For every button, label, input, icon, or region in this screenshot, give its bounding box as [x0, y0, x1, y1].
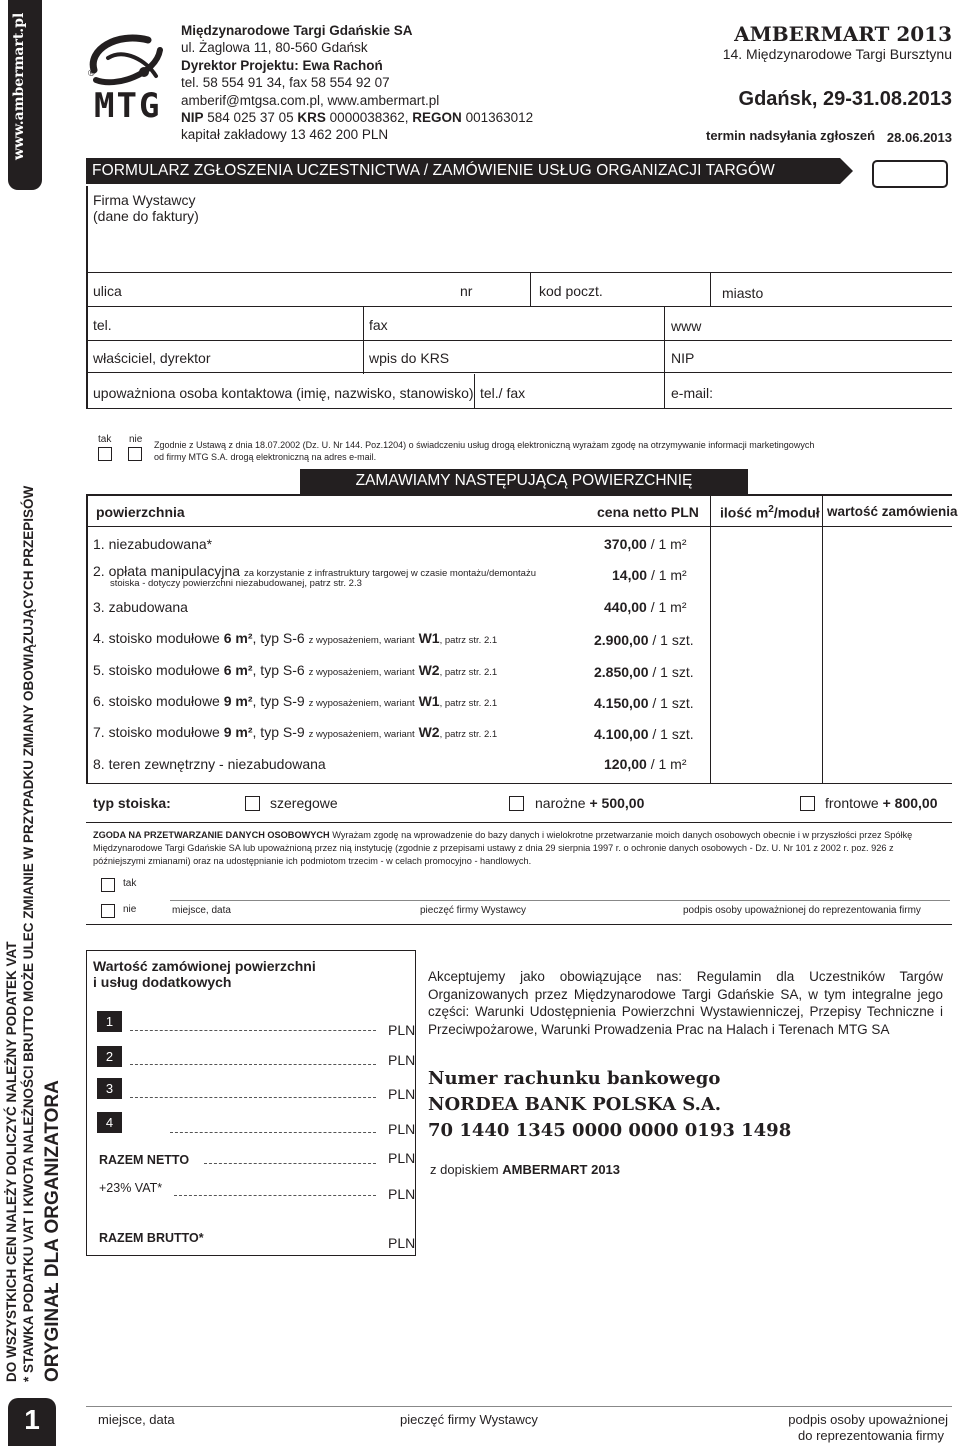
- number-field[interactable]: nr: [460, 283, 473, 299]
- contact-person-field[interactable]: upoważniona osoba kontaktowa (imię, nazwisko, stanowisko): [93, 385, 474, 401]
- gdpr-top-line: [86, 822, 952, 823]
- krs-field[interactable]: wpis do KRS: [369, 350, 450, 366]
- stand-corner-label: narożne + 500,00: [535, 795, 645, 811]
- gdpr-yes-label: tak: [123, 878, 137, 889]
- grid-line: [86, 306, 952, 307]
- table-col-line: [822, 494, 823, 784]
- terms-text: Akceptujemy jako obowiązujące nas: Regulamin dla Uczestników Targów Organizowanych przez Międzynarodowe Targi Gdańskie SA, w tym integralne jego części: Warunki Udostępnienia Powierzchni Wystawienniczej, Przepisy Techniczne i Przeciwpożarowe, Warunki Prowadzenia Prac na Halach i Terenach MTG SA: [428, 969, 943, 1037]
- summary-row-4-currency: PLN: [388, 1121, 416, 1137]
- company-label-2: (dane do faktury): [93, 208, 199, 224]
- summary-row-4-line[interactable]: [170, 1132, 376, 1133]
- bank-name: NORDEA BANK POLSKA S.A.: [428, 1094, 722, 1115]
- col-price-header: cena netto PLN: [597, 504, 699, 520]
- footer-stamp: pieczęć firmy Wystawcy: [400, 1412, 538, 1427]
- summary-row-3-number: 3: [97, 1078, 122, 1099]
- space-price-2: 14,00 / 1 m²: [612, 567, 687, 583]
- deadline-date: 28.06.2013: [886, 130, 952, 145]
- bank-label: Numer rachunku bankowego: [428, 1068, 721, 1089]
- grid-line: [86, 272, 952, 273]
- stand-type-label: typ stoiska:: [93, 795, 171, 811]
- original-label: ORYGINAŁ DLA ORGANIZATORA: [42, 1080, 63, 1382]
- space-item-2-note: stoiska - dotyczy powierzchni niezabudowanej, patrz str. 2.3: [110, 578, 362, 589]
- mtg-logo: [86, 30, 166, 125]
- col-area-header: powierzchnia: [96, 504, 185, 520]
- summary-title-2: i usług dodatkowych: [93, 974, 232, 990]
- vat-note-2: * STAWKA PODATKU VAT I KWOTA NALEŻNOŚCI BRUTTO MOŻE ULEC ZMIANIE W PRZYPADKU ZMIANY OBOWIĄZUJĄCYCH PRZEPISÓW: [21, 485, 36, 1382]
- table-bottom-line: [86, 783, 952, 784]
- consent-yes-checkbox[interactable]: [98, 447, 112, 461]
- summary-title-1: Wartość zamówionej powierzchni: [93, 958, 316, 974]
- city-field[interactable]: miasto: [722, 285, 764, 301]
- space-item-8: 8. teren zewnętrzny - niezabudowana: [93, 756, 326, 772]
- event-subtitle: 14. Międzynarodowe Targi Bursztynu: [722, 46, 952, 62]
- summary-vat-currency: PLN: [388, 1186, 416, 1202]
- summary-row-2-line[interactable]: [130, 1064, 376, 1065]
- summary-net-currency: PLN: [388, 1150, 416, 1166]
- bank-account: 70 1440 1345 0000 0000 0193 1498: [428, 1120, 792, 1141]
- consent-text-1: Zgodnie z Ustawą z dnia 18.07.2002 (Dz. U. Nr 144. Poz.1204) o świadczeniu usług drogą elektroniczną wyrażam zgodę na otrzymywanie informacji marketingowych: [154, 440, 815, 450]
- table-col-line: [710, 494, 711, 784]
- gdpr-signature-line: [170, 900, 950, 901]
- phone-field[interactable]: tel.: [93, 317, 112, 333]
- gdpr-yes-checkbox[interactable]: [101, 878, 115, 892]
- summary-row-3-line[interactable]: [130, 1097, 376, 1098]
- grid-line: [86, 340, 952, 341]
- gdpr-signature: podpis osoby upoważnionej do reprezentowania firmy: [683, 905, 921, 916]
- mtg-logo-text: MTG: [94, 86, 162, 126]
- col-qty-header: ilość $m^2$/moduł: [720, 504, 820, 521]
- space-price-7: 4.100,00 / 1 szt.: [594, 726, 694, 742]
- consent-no-label: nie: [129, 434, 143, 445]
- grid-line: [530, 272, 531, 306]
- stand-row-checkbox[interactable]: [245, 796, 260, 811]
- owner-field[interactable]: właściciel, dyrektor: [93, 350, 211, 366]
- space-item-2: 2. opłata manipulacyjna za korzystanie z infrastruktury targowej w czasie montażu/demontażu: [93, 563, 536, 579]
- page-number: 1: [24, 1404, 40, 1435]
- street-field[interactable]: ulica: [93, 283, 122, 299]
- space-price-3: 440,00 / 1 m²: [604, 599, 687, 615]
- organizer-director: Dyrektor Projektu: Ewa Rachoń: [181, 57, 383, 73]
- gdpr-no-label: nie: [123, 904, 137, 915]
- summary-vat-line[interactable]: [174, 1195, 376, 1196]
- summary-vat-label: +23% VAT*: [99, 1181, 163, 1195]
- postal-code-field[interactable]: kod poczt.: [539, 283, 603, 299]
- organizer-capital: kapitał zakładowy 13 462 200 PLN: [181, 127, 389, 143]
- email-field[interactable]: e-mail:: [671, 385, 714, 401]
- gdpr-stamp: pieczęć firmy Wystawcy: [420, 905, 527, 916]
- gdpr-text: ZGODA NA PRZETWARZANIE DANYCH OSOBOWYCH Wyrażam zgodę na wprowadzenie do bazy danych i wielokrotne przetwarzanie moich danych osobowych obecnie i w przyszłości przez Spółkę Międzynarodowe Targi Gdańskie SA lub upoważnioną przez nią instytucję (zgodnie z przepisami ustawy z dnia 29 sierpnia 1997 r. o ochronie danych osobowych - Dz. U. Nr 101 z 2002 r. poz. 926 z późniejszymi zmianami) oraz na udostępnianie ich podmiotom trzecim - w celach promocyjno - handlowych.: [93, 830, 913, 866]
- footer-signature-2: do reprezentowania firmy: [798, 1428, 944, 1443]
- gdpr-place-date: miejsce, data: [172, 905, 231, 916]
- sidebar-url: www.ambermart.pl: [11, 12, 27, 160]
- organizer-email: amberif@mtgsa.com.pl, www.ambermart.pl: [181, 92, 440, 108]
- space-price-5: 2.850,00 / 1 szt.: [594, 664, 694, 680]
- registration-number-box[interactable]: [872, 160, 948, 188]
- company-label-1: Firma Wystawcy: [93, 192, 196, 208]
- space-price-6: 4.150,00 / 1 szt.: [594, 695, 694, 711]
- stand-front-label: frontowe + 800,00: [825, 795, 938, 811]
- summary-row-1-number: 1: [97, 1011, 122, 1032]
- organizer-registry: NIP 584 025 37 05 KRS 0000038362, REGON 001363012: [181, 110, 534, 126]
- grid-line: [474, 374, 475, 408]
- organizer-info: [181, 22, 533, 144]
- fax-field[interactable]: fax: [369, 317, 388, 333]
- space-item-1: 1. niezabudowana*: [93, 536, 213, 552]
- bank-note: z dopiskiem AMBERMART 2013: [430, 1162, 621, 1177]
- consent-text-2: od firmy MTG S.A. drogą elektroniczną na adres e-mail.: [154, 452, 377, 462]
- nip-field[interactable]: NIP: [671, 350, 695, 366]
- registered-mark: ®: [88, 68, 95, 78]
- footer-signature-line: [86, 1406, 952, 1407]
- stand-corner-checkbox[interactable]: [509, 796, 524, 811]
- summary-gross-currency: PLN: [388, 1235, 416, 1251]
- consent-no-checkbox[interactable]: [128, 447, 142, 461]
- space-title: ZAMAWIAMY NASTĘPUJĄCĄ POWIERZCHNIĘ: [355, 472, 693, 489]
- summary-row-1-line[interactable]: [130, 1030, 376, 1031]
- order-summary-box: [86, 950, 416, 1256]
- stand-front-checkbox[interactable]: [800, 796, 815, 811]
- grid-line: [86, 408, 952, 409]
- grid-line: [710, 272, 711, 306]
- col-value-header: wartość zamówienia: [827, 504, 958, 519]
- space-item-3: 3. zabudowana: [93, 599, 188, 615]
- space-item-6: 6. stoisko modułowe 9 m², typ S-9 z wyposażeniem, wariant W1, patrz str. 2.1: [93, 693, 498, 709]
- space-item-4: 4. stoisko modułowe 6 m², typ S-6 z wyposażeniem, wariant W1, patrz str. 2.1: [93, 630, 498, 646]
- event-location-dates: Gdańsk, 29-31.08.2013: [738, 88, 952, 110]
- space-price-1: 370,00 / 1 m²: [604, 536, 687, 552]
- grid-line: [664, 306, 665, 408]
- gdpr-bottom-line: [86, 924, 952, 925]
- form-title-arrow: [840, 158, 853, 184]
- form-left-border: [86, 186, 88, 408]
- mtg-logo-emblem-icon: [86, 30, 166, 90]
- summary-row-3-currency: PLN: [388, 1086, 416, 1102]
- footer-signature-1: podpis osoby upoważnionej: [788, 1412, 948, 1427]
- space-price-4: 2.900,00 / 1 szt.: [594, 632, 694, 648]
- deadline-label: termin nadsyłania zgłoszeń: [706, 128, 876, 143]
- summary-net-label: RAZEM NETTO: [99, 1153, 190, 1167]
- table-left-line: [86, 494, 88, 784]
- gdpr-no-checkbox[interactable]: [101, 904, 115, 918]
- event-title: AMBERMART 2013: [734, 22, 952, 46]
- space-price-8: 120,00 / 1 m²: [604, 756, 687, 772]
- footer-place-date: miejsce, data: [98, 1412, 175, 1427]
- www-field[interactable]: www: [671, 318, 702, 334]
- space-item-7: 7. stoisko modułowe 9 m², typ S-9 z wyposażeniem, wariant W2, patrz str. 2.1: [93, 724, 498, 740]
- summary-net-line[interactable]: [204, 1163, 376, 1164]
- organizer-name: Międzynarodowe Targi Gdańskie SA: [181, 23, 413, 38]
- grid-line: [86, 372, 952, 373]
- summary-row-2-currency: PLN: [388, 1052, 416, 1068]
- summary-gross-label: RAZEM BRUTTO*: [99, 1231, 204, 1245]
- summary-row-2-number: 2: [97, 1046, 122, 1067]
- grid-line: [363, 306, 364, 374]
- contact-phone-fax-field[interactable]: tel./ fax: [480, 385, 526, 401]
- organizer-phone: tel. 58 554 91 34, fax 58 554 92 07: [181, 75, 390, 91]
- summary-row-4-number: 4: [97, 1112, 122, 1133]
- form-title: FORMULARZ ZGŁOSZENIA UCZESTNICTWA / ZAMÓWIENIE USŁUG ORGANIZACJI TARGÓW: [92, 162, 775, 179]
- organizer-address: ul. Żaglowa 11, 80-560 Gdańsk: [181, 40, 368, 56]
- summary-row-1-currency: PLN: [388, 1022, 416, 1038]
- stand-row-label: szeregowe: [270, 795, 338, 811]
- consent-yes-label: tak: [98, 434, 112, 445]
- vat-note-1: DO WSZYSTKICH CEN NALEŻY DOLICZYĆ NALEŻNY PODATEK VAT: [4, 941, 19, 1382]
- space-item-5: 5. stoisko modułowe 6 m², typ S-6 z wyposażeniem, wariant W2, patrz str. 2.1: [93, 662, 498, 678]
